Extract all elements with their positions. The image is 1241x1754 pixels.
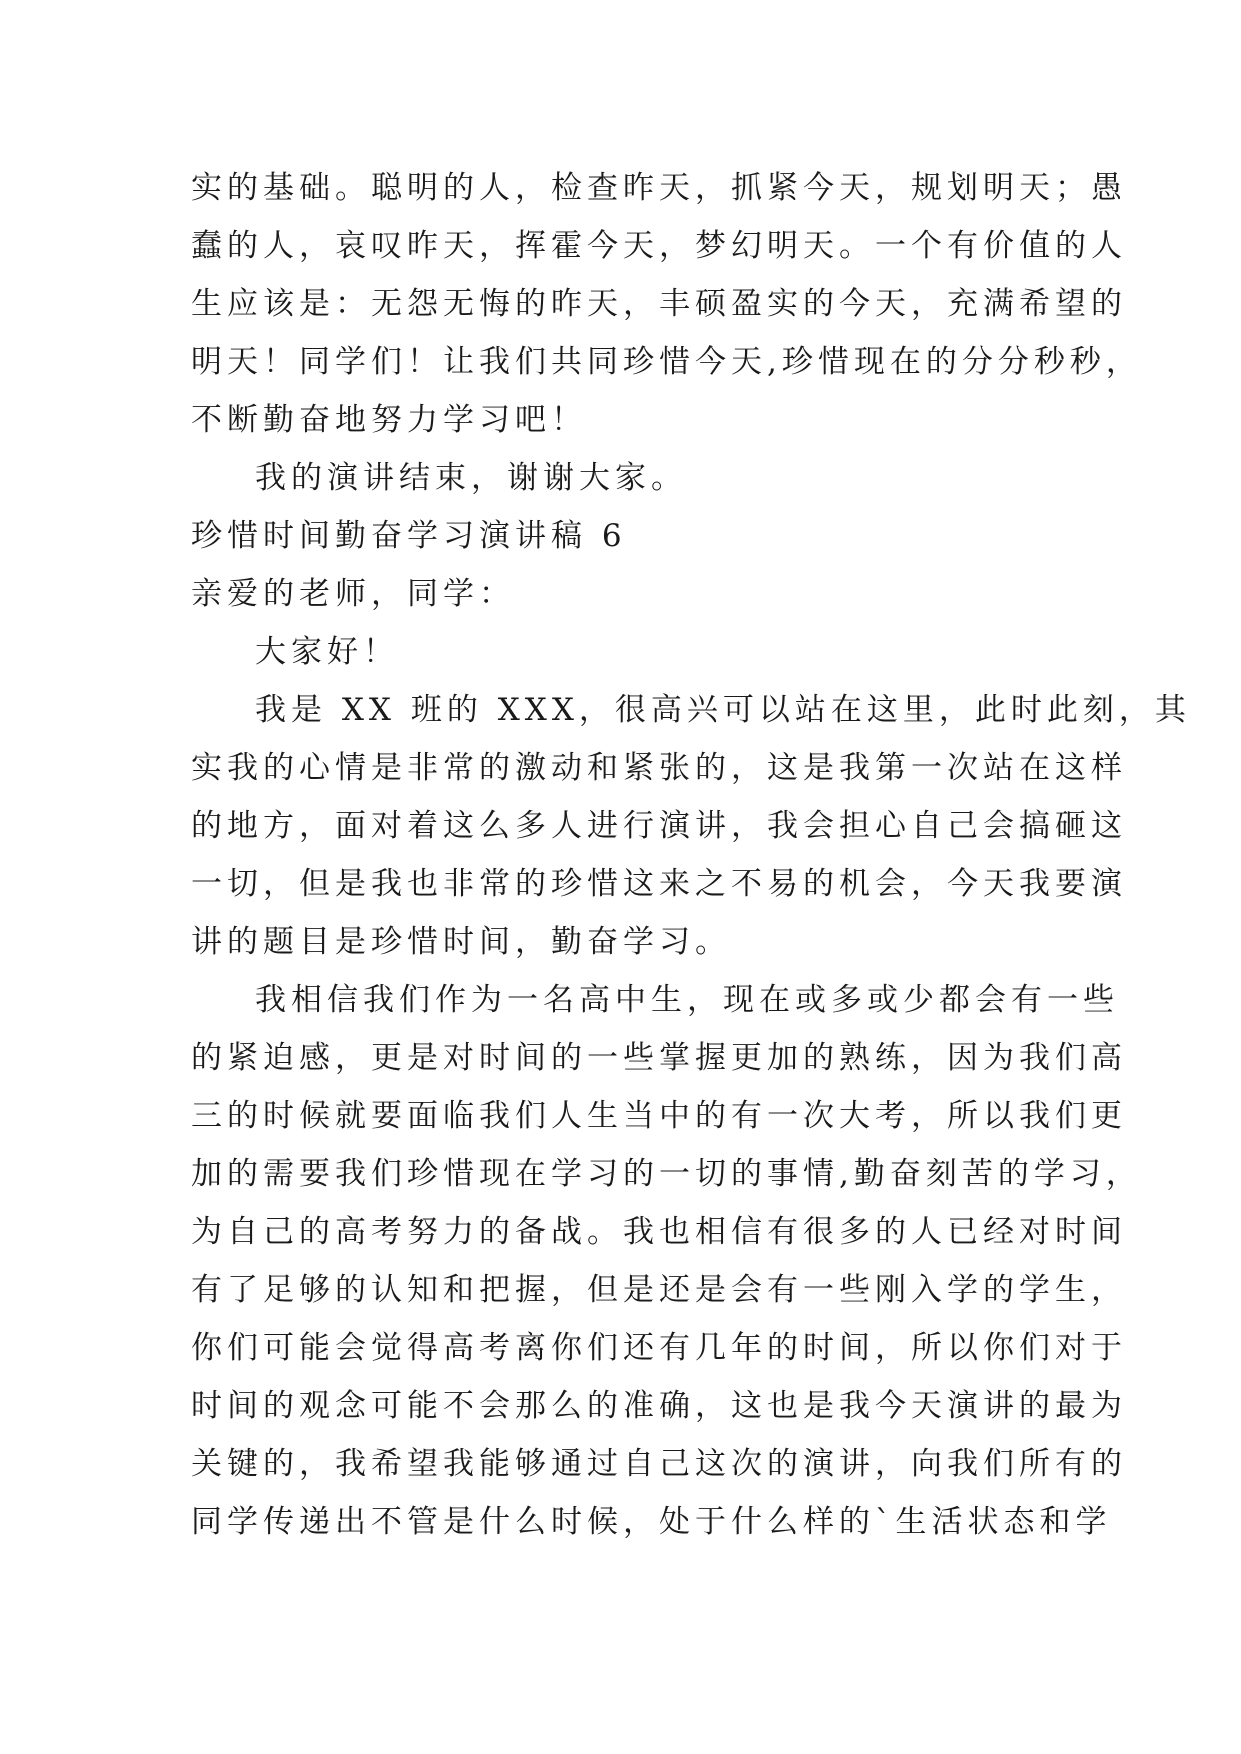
text-line: 时间的观念可能不会那么的准确，这也是我今天演讲的最为 [191,1388,1127,1424]
text-line: 的地方，面对着这么多人进行演讲，我会担心自己会搞砸这 [191,808,1127,844]
text-line: 不断勤奋地努力学习吧！ [191,402,587,438]
text-line: 讲的题目是珍惜时间，勤奋学习。 [191,924,731,960]
text-line: 加的需要我们珍惜现在学习的一切的事情,勤奋刻苦的学习， [191,1156,1142,1192]
text-line: 明天！同学们！让我们共同珍惜今天,珍惜现在的分分秒秒， [191,344,1142,380]
text-line: 同学传递出不管是什么时候，处于什么样的`生活状态和学 [191,1504,1112,1540]
text-line: 的紧迫感，更是对时间的一些掌握更加的熟练，因为我们高 [191,1040,1127,1076]
text-line: 为自己的高考努力的备战。我也相信有很多的人已经对时间 [191,1214,1127,1250]
text-line: 实的基础。聪明的人，检查昨天，抓紧今天，规划明天；愚 [191,170,1127,206]
text-line: 生应该是：无怨无悔的昨天，丰硕盈实的今天，充满希望的 [191,286,1127,322]
text-line: 我相信我们作为一名高中生，现在或多或少都会有一些 [255,982,1119,1018]
document-body [191,159,1191,1551]
text-line: 关键的，我希望我能够通过自己这次的演讲，向我们所有的 [191,1446,1127,1482]
text-line: 大家好！ [255,634,399,670]
text-line: 我的演讲结束，谢谢大家。 [255,460,687,496]
text-line: 亲爱的老师，同学： [191,576,515,612]
text-line: 你们可能会觉得高考离你们还有几年的时间，所以你们对于 [191,1330,1127,1366]
text-line: 一切，但是我也非常的珍惜这来之不易的机会，今天我要演 [191,866,1127,902]
text-line: 三的时候就要面临我们人生当中的有一次大考，所以我们更 [191,1098,1127,1134]
text-line: 我是 XX 班的 XXX，很高兴可以站在这里，此时此刻，其 [255,692,1191,728]
text-line: 实我的心情是非常的激动和紧张的，这是我第一次站在这样 [191,750,1127,786]
text-line: 蠢的人，哀叹昨天，挥霍今天，梦幻明天。一个有价值的人 [191,228,1127,264]
text-line: 珍惜时间勤奋学习演讲稿 6 [191,518,627,554]
text-line: 有了足够的认知和把握，但是还是会有一些刚入学的学生， [191,1272,1127,1308]
